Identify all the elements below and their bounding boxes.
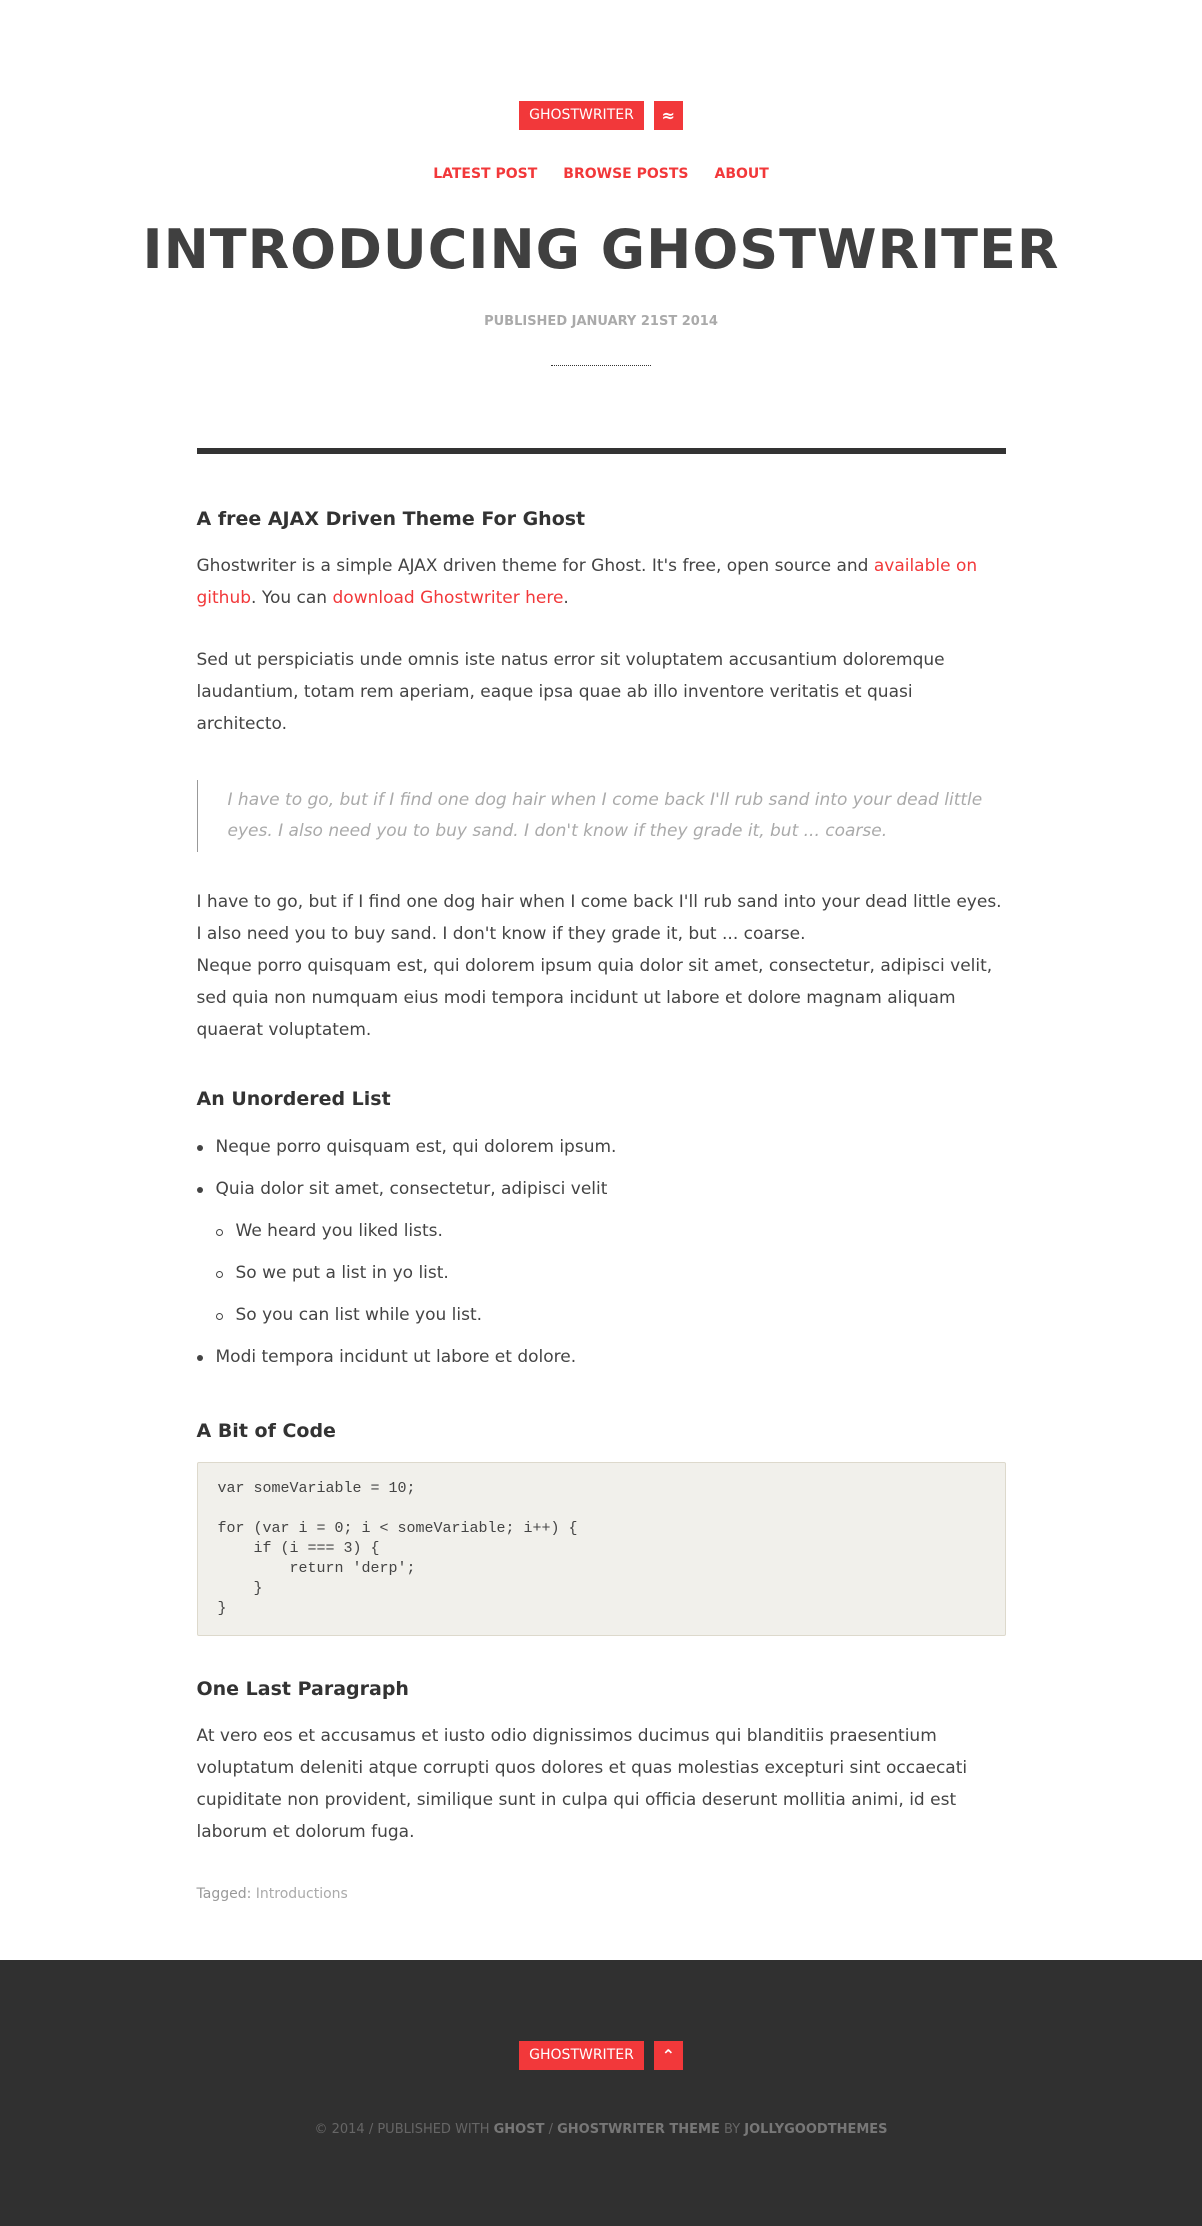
sub-list-item: So you can list while you list. (197, 1294, 1006, 1336)
nav-about[interactable]: ABOUT (714, 166, 769, 182)
sub-list-item: So we put a list in yo list. (197, 1252, 1006, 1294)
chevron-up-icon[interactable]: ⌃ (654, 2041, 683, 2070)
ghost-link[interactable]: GHOST (493, 2122, 545, 2137)
theme-link[interactable]: GHOSTWRITER THEME (557, 2122, 720, 2137)
paragraph: At vero eos et accusamus et iusto odio dignissimos ducimus qui blanditiis praesentium voluptatum deleniti atque corrupti quos dolores et quas molestias excepturi sint occaecati cupiditate non provident, similique sunt in culpa qui officia deserunt mollitia animi, id est laborum et dolorum fuga. (196, 1726, 968, 1842)
post-title: INTRODUCING GHOSTWRITER (142, 218, 1060, 281)
download-link[interactable]: download Ghostwriter here (332, 588, 564, 608)
tag-link[interactable]: Introductions (255, 1886, 348, 1902)
github-link[interactable]: available on github (196, 556, 978, 608)
sub-list-item: We heard you liked lists. (197, 1210, 1006, 1252)
paragraph: Ghostwriter is a simple AJAX driven theme for Ghost. It's free, open source and available on github. You can download Ghostwriter here. (196, 556, 978, 608)
heading-list: An Unordered List (196, 1088, 391, 1110)
nav-browse-posts[interactable]: BROWSE POSTS (563, 166, 689, 182)
blockquote: I have to go, but if I find one dog hair when I come back I'll rub sand into your dead little eyes. I also need you to buy sand. I don't know if they grade it, but ... coarse. (197, 780, 1006, 852)
brand-button[interactable]: GHOSTWRITER (519, 101, 644, 130)
list-item: Neque porro quisquam est, qui dolorem ipsum. (197, 1126, 1006, 1168)
main-nav (0, 166, 1202, 182)
author-link[interactable]: JOLLYGOODTHEMES (744, 2122, 888, 2137)
site-header (0, 0, 1202, 366)
rss-icon[interactable]: ≈ (654, 101, 683, 130)
thick-rule (197, 448, 1006, 454)
list-item: Modi tempora incidunt ut labore et dolore. (197, 1336, 1006, 1378)
footer-credits: © 2014 / PUBLISHED WITH GHOST / GHOSTWRITER THEME BY JOLLYGOODTHEMES (314, 2122, 888, 2137)
paragraph: Sed ut perspiciatis unde omnis iste natus error sit voluptatem accusantium doloremque laudantium, totam rem aperiam, eaque ipsa quae ab illo inventore veritatis et quasi architecto. (196, 650, 945, 734)
published-date: PUBLISHED JANUARY 21ST 2014 (484, 314, 718, 329)
heading-last: One Last Paragraph (196, 1678, 409, 1700)
unordered-list (197, 1126, 1006, 1378)
site-footer (0, 1960, 1202, 2226)
list-item: Quia dolor sit amet, consectetur, adipisci velit (197, 1168, 1006, 1210)
heading-intro: A free AJAX Driven Theme For Ghost (196, 508, 586, 530)
heading-code: A Bit of Code (196, 1420, 336, 1442)
post-tags: Tagged: Introductions (196, 1886, 348, 1902)
post-content (197, 448, 1006, 1902)
paragraph: I have to go, but if I find one dog hair when I come back I'll rub sand into your dead little eyes. I also need you to buy sand. I don't know if they grade it, but ... coarse. Neque porro quisquam est, qui dolorem ipsum quia dolor sit amet, consectetur, adipisci velit, sed quia non numquam eius modi tempora incidunt ut labore et dolore magnam aliquam quaerat voluptatem. (196, 892, 1002, 1040)
code-block: var someVariable = 10; for (var i = 0; i < someVariable; i++) { if (i === 3) { return 'derp'; } } (197, 1462, 1006, 1636)
nav-latest-post[interactable]: LATEST POST (433, 166, 538, 182)
divider (551, 365, 651, 366)
footer-brand-button[interactable]: GHOSTWRITER (519, 2041, 644, 2070)
